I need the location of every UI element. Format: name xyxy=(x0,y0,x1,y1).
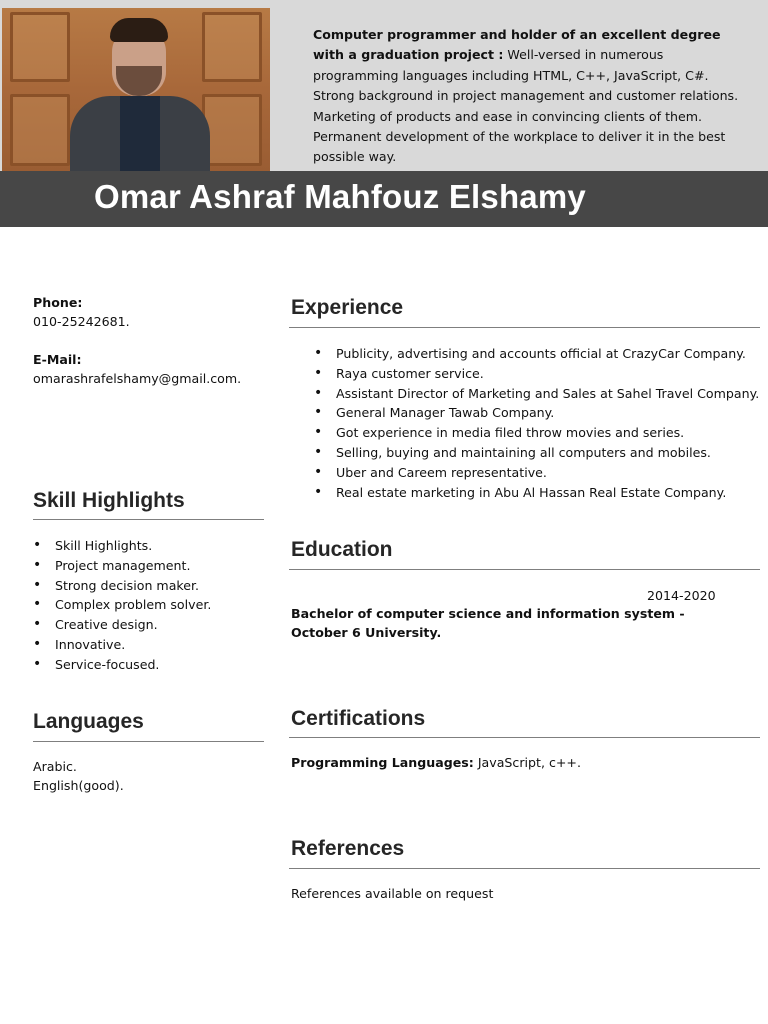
references-text: References available on request xyxy=(291,886,494,901)
summary-text: Well-versed in numerous programming languages including HTML, C++, JavaScript, C#. Strong background in project management and customer relations. Marketing of products and ease in convincing clients of them. Permanent development of the workplace to deliver it in the best possible way. xyxy=(313,47,739,165)
list-item: • Service-focused. xyxy=(33,655,211,675)
experience-divider xyxy=(289,327,760,328)
list-item: • Got experience in media filed throw movies and series. xyxy=(314,423,759,443)
list-item: • Skill Highlights. xyxy=(33,536,211,556)
degree-line: Bachelor of computer science and information system - xyxy=(291,606,685,621)
experience-list xyxy=(314,344,759,502)
skills-heading: Skill Highlights xyxy=(33,489,185,512)
email-value: omarashrafelshamy@gmail.com. xyxy=(33,371,242,386)
references-divider xyxy=(289,868,760,869)
certifications-heading: Certifications xyxy=(291,707,426,730)
education-years: 2014-2020 xyxy=(647,588,716,603)
list-item: • Complex problem solver. xyxy=(33,595,211,615)
person-hair xyxy=(110,18,168,42)
door-panel xyxy=(10,94,70,166)
language-item: Arabic. xyxy=(33,759,77,774)
list-item: • Uber and Careem representative. xyxy=(314,463,759,483)
certification-label: Programming Languages: xyxy=(291,755,474,770)
person-shirt xyxy=(120,96,160,171)
certification-entry xyxy=(291,753,581,772)
list-item: • Selling, buying and maintaining all computers and mobiles. xyxy=(314,443,759,463)
degree-line: October 6 University. xyxy=(291,625,442,640)
list-item: • General Manager Tawab Company. xyxy=(314,403,759,423)
door-panel xyxy=(202,94,262,166)
profile-summary xyxy=(313,25,743,168)
list-item: • Publicity, advertising and accounts official at CrazyCar Company. xyxy=(314,344,759,364)
languages-divider xyxy=(33,741,264,742)
languages-heading: Languages xyxy=(33,710,144,733)
list-item: • Creative design. xyxy=(33,615,211,635)
experience-heading: Experience xyxy=(291,296,404,319)
list-item: • Strong decision maker. xyxy=(33,576,211,596)
door-panel xyxy=(202,12,262,82)
education-heading: Education xyxy=(291,538,393,561)
door-panel xyxy=(10,12,70,82)
candidate-name: Omar Ashraf Mahfouz Elshamy xyxy=(94,178,586,215)
skills-list xyxy=(33,536,211,675)
list-item: • Raya customer service. xyxy=(314,364,759,384)
skills-divider xyxy=(33,519,264,520)
education-degree xyxy=(291,604,685,642)
certifications-divider xyxy=(289,737,760,738)
references-heading: References xyxy=(291,837,405,860)
list-item: • Project management. xyxy=(33,556,211,576)
phone-value: 010-25242681. xyxy=(33,314,130,329)
education-divider xyxy=(289,569,760,570)
summary-lead: Computer programmer and holder of an excellent degree with a graduation project : xyxy=(313,27,721,63)
contact-block xyxy=(33,293,241,388)
language-item: English(good). xyxy=(33,778,124,793)
email-label: E-Mail: xyxy=(33,352,82,367)
certification-value: JavaScript, c++. xyxy=(473,755,581,770)
list-item: • Assistant Director of Marketing and Sales at Sahel Travel Company. xyxy=(314,384,759,404)
profile-photo xyxy=(2,8,270,171)
list-item: • Real estate marketing in Abu Al Hassan Real Estate Company. xyxy=(314,483,759,503)
phone-label: Phone: xyxy=(33,295,83,310)
list-item: • Innovative. xyxy=(33,635,211,655)
